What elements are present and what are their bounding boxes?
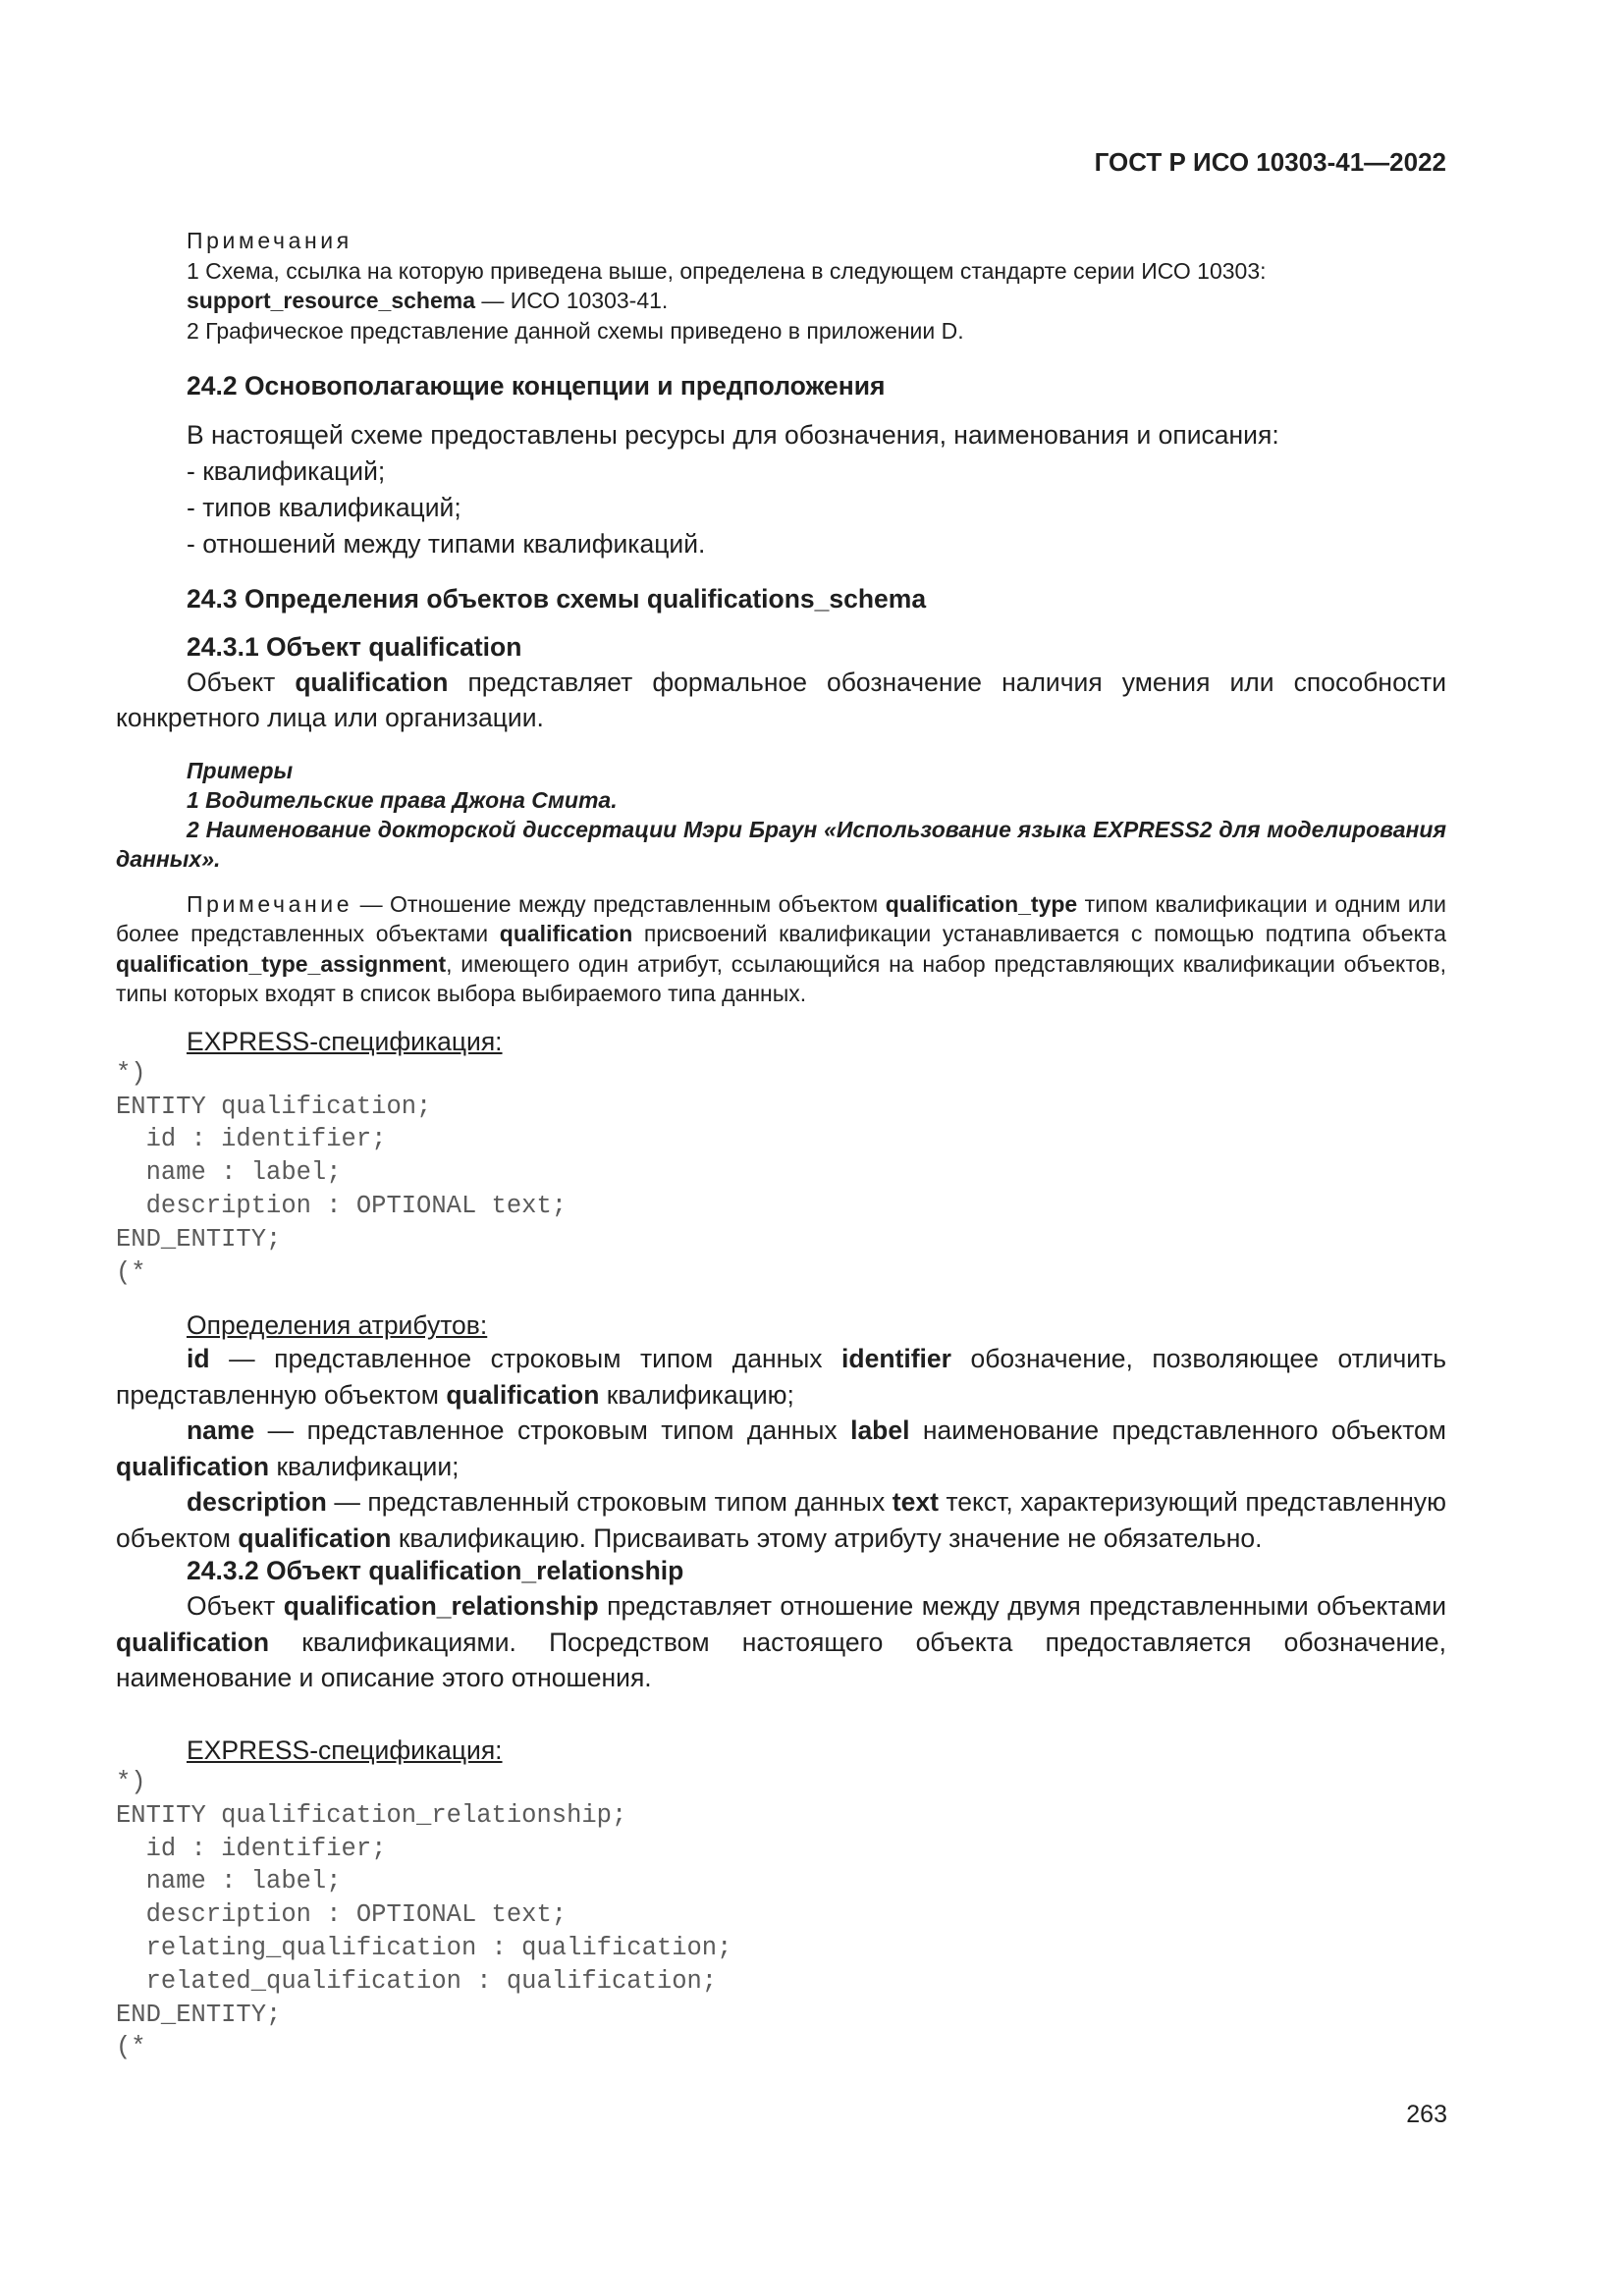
document-header: ГОСТ Р ИСО 10303-41—2022 (1094, 147, 1446, 177)
section-24-2-intro: В настоящей схеме предоставлены ресурсы для обозначения, наименования и описания: (187, 420, 1279, 450)
notes-block (116, 226, 1446, 346)
attr-id-definition: id — представленное строковым типом данных identifier обозначение, позволяющее отличить представленную объектом qualification квалификацию; (116, 1344, 1446, 1410)
list-item: - типов квалификаций; (187, 490, 1446, 526)
section-24-3-1-paragraph: Объект qualification представляет формальное обозначение наличия умения или способности конкретного лица или организации. (116, 667, 1446, 732)
note-2: 2 Графическое представление данной схемы приведено в приложении D. (187, 317, 964, 344)
section-24-2-list (116, 454, 1446, 562)
section-24-2-heading: 24.2 Основополагающие концепции и предположения (187, 371, 886, 400)
express-spec-label-1: EXPRESS-спецификация: (187, 1026, 503, 1056)
section-24-3-2-heading: 24.3.2 Объект qualification_relationship (187, 1556, 684, 1586)
note-1: 1 Схема, ссылка на которую приведена выше, определена в следующем стандарте серии ИСО 10303: support_resource_schema — ИСО 10303-41. (187, 257, 1267, 313)
page-number: 263 (1406, 2101, 1447, 2128)
section-24-3-heading: 24.3 Определения объектов схемы qualifications_schema (187, 583, 927, 614)
example-2: 2 Наименование докторской диссертации Мэри Браун «Использование языка EXPRESS2 для моделирования данных». (116, 816, 1446, 872)
examples-block (116, 756, 1446, 874)
page-content (116, 226, 1446, 2064)
attr-name-definition: name — представленное строковым типом данных label наименование представленного объектом qualification квалификации; (116, 1415, 1446, 1481)
attr-description-definition: description — представленный строковым типом данных text текст, характеризующий представленную объектом qualification квалификацию. Присваивать этому атрибуту значение не обязательно. (116, 1487, 1446, 1553)
attribute-definitions-label: Определения атрибутов: (187, 1310, 488, 1341)
express-code-qualification-relationship: *) ENTITY qualification_relationship; id : identifier; name : label; description : OPTIONAL text; relating_qualification : qualification; related_qualification : qualification; END_ENTITY; (* (116, 1767, 732, 2062)
list-item: - отношений между типами квалификаций. (187, 526, 1446, 562)
note-qualification-type: Примечание — Отношение между представленным объектом qualification_type типом квалификации и одним или более представленных объектами qualification присвоений квалификации устанавливается с помощью подтипа объекта qualification_type_assignment, имеющего один атрибут, ссылающийся на набор представляющих квалификации объектов, типы которых входят в список выбора выбираемого типа данных. (116, 890, 1446, 1007)
list-item: - квалификаций; (187, 454, 1446, 490)
example-1: 1 Водительские права Джона Смита. (187, 786, 618, 813)
express-code-qualification: *) ENTITY qualification; id : identifier; name : label; description : OPTIONAL text; END_ENTITY; (* (116, 1058, 568, 1287)
note-1-term: support_resource_schema (187, 288, 476, 313)
examples-title: Примеры (187, 757, 294, 783)
section-24-3-2-paragraph: Объект qualification_relationship представляет отношение между двумя представленными объектами qualification квалификациями. Посредством настоящего объекта предоставляется обозначение, наименование и описание этого отношения. (116, 1591, 1446, 1693)
section-24-3-1-heading: 24.3.1 Объект qualification (187, 631, 522, 662)
express-spec-label-2: EXPRESS-спецификация: (187, 1735, 503, 1765)
notes-title: Примечания (187, 228, 352, 253)
